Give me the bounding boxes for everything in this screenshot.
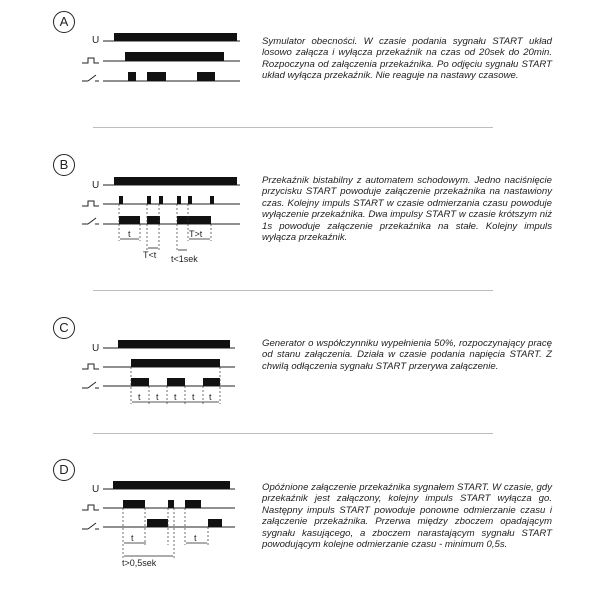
start-pulse — [159, 196, 163, 204]
section-description: Symulator obecności. W czasie podania sygnału START układ losowo załącza i wyłącza przekaźnik na czas od 20sek do 20min. Rozpoczyna od załączenia przekaźnika. Po odjęciu sygnału START układ wyłącza przekaźnik. Nie reaguje na nastawy czasowe. — [262, 36, 552, 82]
time-label-t: t — [192, 392, 195, 402]
relay-on-pulse — [203, 378, 220, 386]
start-contact-symbol — [82, 201, 99, 206]
relay-on-pulse — [147, 216, 160, 224]
timing-diagram-c — [0, 300, 260, 440]
start-on-block — [131, 359, 220, 367]
time-label-t: t — [138, 392, 141, 402]
section-a — [0, 0, 590, 140]
time-label-t-greater-t: T>t — [189, 229, 203, 239]
section-c — [0, 300, 590, 440]
start-signal-waveform — [103, 359, 235, 367]
relay-contact-symbol — [82, 382, 99, 388]
timing-diagram-b — [0, 140, 260, 290]
relay-output-waveform — [103, 72, 240, 81]
timing-guides — [119, 204, 211, 252]
start-contact-symbol — [82, 364, 99, 369]
relay-on-pulse — [147, 72, 166, 81]
relay-contact-symbol — [82, 523, 99, 529]
time-label-t: t — [174, 392, 177, 402]
start-pulse — [123, 500, 145, 508]
time-label-t-less-t: T<t — [143, 250, 157, 260]
u-signal-label: U — [92, 343, 100, 354]
time-label-t: t — [209, 392, 212, 402]
time-label-t: t — [194, 533, 197, 543]
time-label-t-05sek: t>0,5sek — [122, 558, 157, 568]
start-on-block — [125, 52, 224, 61]
timing-arrows — [120, 239, 210, 250]
start-signal-waveform — [103, 52, 240, 61]
timing-arrows — [124, 543, 207, 556]
u-supply-on-block — [114, 177, 237, 185]
relay-on-pulse — [147, 519, 168, 527]
relay-on-pulse — [197, 72, 215, 81]
section-letter-badge: B — [53, 154, 75, 176]
start-pulse — [147, 196, 151, 204]
section-letter-badge: A — [53, 11, 75, 33]
relay-contact-symbol — [82, 75, 99, 81]
start-pulse — [188, 196, 192, 204]
time-label-t: t — [128, 229, 131, 239]
timing-diagram-d — [0, 445, 260, 590]
section-divider — [93, 290, 493, 291]
section-description: Opóźnione załączenie przekaźnika sygnałem START. W czasie, gdy przekaźnik jest załączony, kolejny impuls START wyłącza go. Następny impuls START powoduje ponowne odmierzanie czasu i załączenie przekaźnika. Przerwa między zboczem opadającym sygnału kasującego, a zboczem narastającym sygnału START powodującym kolejne odmierzanie czasu - minimum 0,5s. — [262, 482, 552, 551]
start-pulse — [177, 196, 181, 204]
start-signal-waveform — [103, 196, 240, 204]
relay-on-pulse — [128, 72, 136, 81]
time-label-t: t — [156, 392, 159, 402]
section-description: Generator o współczynniku wypełnienia 50%, rozpoczynający pracę od stanu załączenia. Działa w czasie podania napięcia START. Z chwilą odłączenia sygnału START przerywa załączenie. — [262, 338, 552, 372]
section-divider — [93, 433, 493, 434]
u-supply-on-block — [118, 340, 230, 348]
start-signal-waveform — [103, 500, 235, 508]
time-label-t-1sek: t<1sek — [171, 254, 198, 264]
start-contact-symbol — [82, 58, 99, 63]
relay-on-pulse — [119, 216, 140, 224]
time-label-t: t — [131, 533, 134, 543]
u-supply-waveform — [103, 177, 240, 185]
section-letter-badge: C — [53, 317, 75, 339]
u-supply-waveform — [103, 340, 235, 348]
start-contact-symbol — [82, 505, 99, 510]
relay-output-waveform — [103, 378, 235, 386]
u-signal-label: U — [92, 35, 100, 46]
relay-on-pulse — [208, 519, 222, 527]
relay-on-pulse — [177, 216, 211, 224]
relay-output-waveform — [103, 216, 240, 224]
timing-diagram-a — [0, 0, 260, 140]
section-divider — [93, 127, 493, 128]
u-signal-label: U — [92, 484, 100, 495]
relay-contact-symbol — [82, 218, 99, 224]
u-supply-waveform — [103, 33, 240, 41]
start-pulse — [210, 196, 214, 204]
u-signal-label: U — [92, 180, 100, 191]
section-letter-badge: D — [53, 459, 75, 481]
start-pulse — [185, 500, 201, 508]
section-d — [0, 445, 590, 590]
start-pulse — [119, 196, 123, 204]
u-supply-waveform — [103, 481, 235, 489]
relay-on-pulse — [167, 378, 185, 386]
section-description: Przekaźnik bistabilny z automatem schodowym. Jedno naciśnięcie przycisku START powoduje załączenie przekaźnika na nastawiony czas. Kolejny impuls START w czasie odmierzania czasu powoduje wyłączenie przekaźnika. Dwa impulsy START w czasie krótszym niż 1s powoduje załączenie przekaźnika na stałe. Kolejny impuls wyłącza przekaźnik. — [262, 175, 552, 244]
section-b — [0, 140, 590, 290]
u-supply-on-block — [113, 481, 230, 489]
start-pulse — [168, 500, 174, 508]
relay-on-pulse — [131, 378, 149, 386]
u-supply-on-block — [114, 33, 237, 41]
